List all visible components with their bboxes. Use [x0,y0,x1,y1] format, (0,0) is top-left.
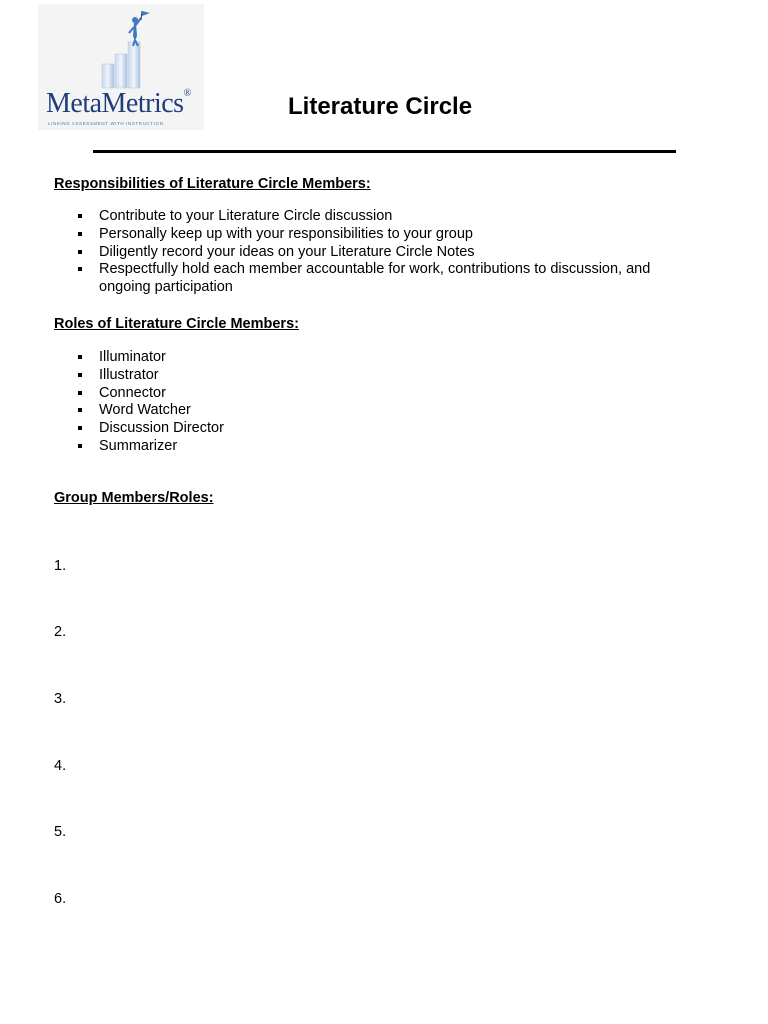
list-item: Discussion Director [78,420,478,438]
list-item: Illustrator [78,367,478,385]
list-item: Contribute to your Literature Circle discussion [78,208,688,226]
list-item: Personally keep up with your responsibilities to your group [78,226,688,244]
roles-list [78,349,478,456]
group-member-number: 6. [54,891,67,907]
list-item: Summarizer [78,438,478,456]
group-member-number: 2. [54,624,67,640]
bar-chart-person-flag-icon [38,4,204,94]
group-members-heading: Group Members/Roles: [54,490,214,506]
metametrics-logo [38,4,204,130]
list-item: Word Watcher [78,402,478,420]
roles-heading: Roles of Literature Circle Members: [54,316,299,332]
title-underline-divider [93,150,676,153]
responsibilities-heading: Responsibilities of Literature Circle Members: [54,176,371,192]
group-member-number: 1. [54,558,67,574]
list-item: Connector [78,385,478,403]
group-member-number: 5. [54,824,67,840]
logo-wordmark: MetaMetrics® [46,88,191,119]
list-item: Illuminator [78,349,478,367]
group-member-number: 3. [54,691,67,707]
responsibilities-list [78,208,688,297]
page-title: Literature Circle [288,93,473,120]
list-item: Respectfully hold each member accountable for work, contributions to discussion, and ongoing participation [78,261,688,297]
list-item: Diligently record your ideas on your Literature Circle Notes [78,244,688,262]
logo-tagline: LINKING ASSESSMENT WITH INSTRUCTION [48,121,164,126]
group-member-number: 4. [54,758,67,774]
